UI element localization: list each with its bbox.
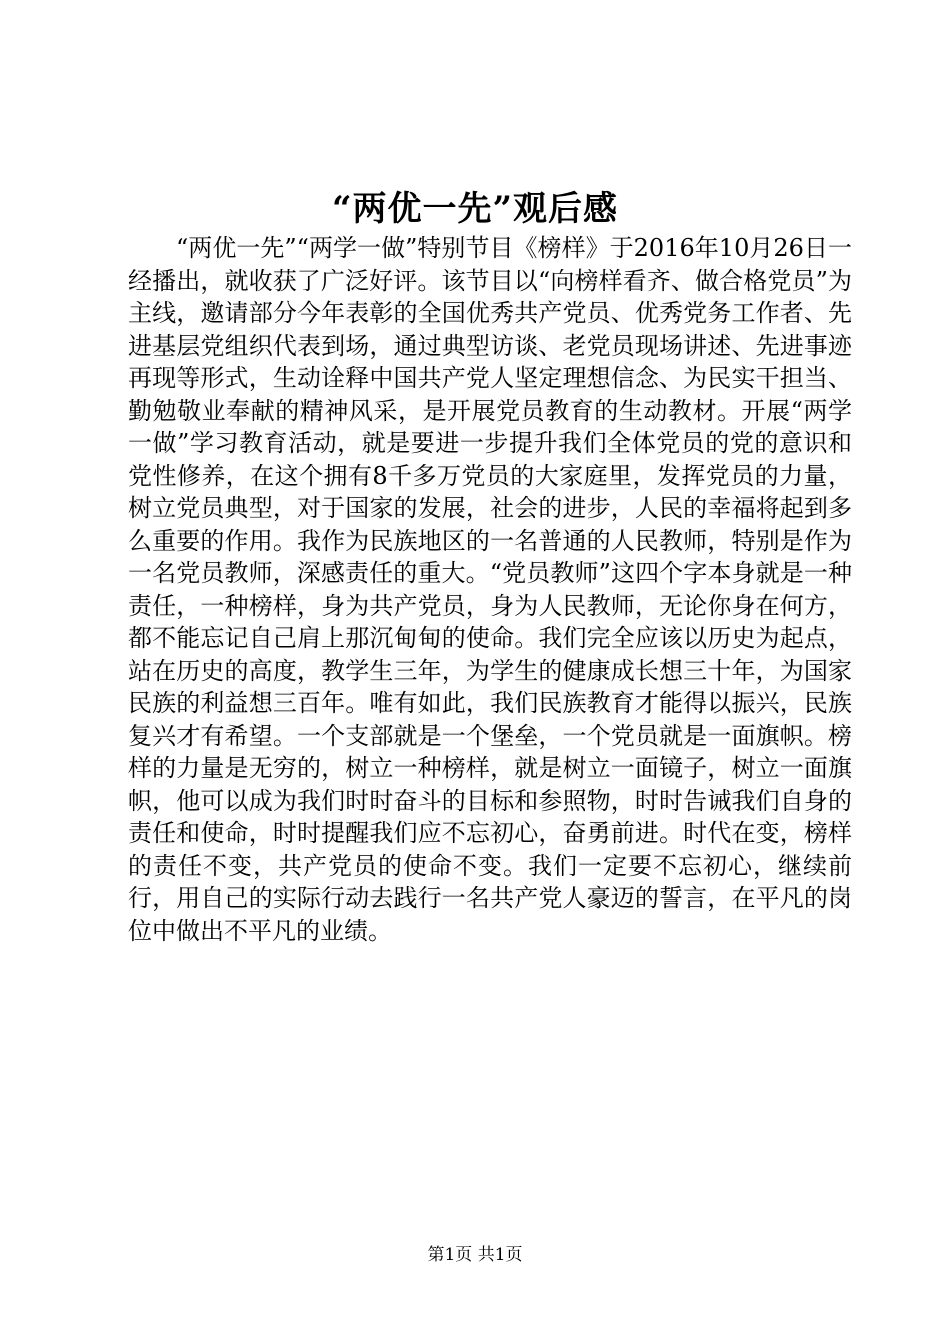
page-number-footer: 第1页 共1页 (427, 1245, 523, 1265)
page-title: “两优一先”观后感 (331, 189, 619, 229)
body-paragraph: “两优一先”“两学一做”特别节目《榜样》于2016年10月26日一经播出，就收获了广泛好评。该节目以“向榜样看齐、做合格党员”为主线，邀请部分今年表彰的全国优秀共产党员、优秀党务工作者、先进基层党组织代表到场，通过典型访谈、老党员现场讲述、先进事迹再现等形式，生动诠释中国共产党人坚定理想信念、为民实干担当、勤勉敬业奉献的精神风采，是开展党员教育的生动教材。开展“两学一做”学习教育活动，就是要进一步提升我们全体党员的党的意识和党性修养，在这个拥有8千多万党员的大家庭里，发挥党员的力量，树立党员典型，对于国家的发展，社会的进步，人民的幸福将起到多么重要的作用。我作为民族地区的一名普通的人民教师，特别是作为一名党员教师，深感责任的重大。“党员教师”这四个字本身就是一种责任，一种榜样，身为共产党员，身为人民教师，无论你身在何方，都不能忘记自己肩上那沉甸甸的使命。我们完全应该以历史为起点，站在历史的高度，教学生三年，为学生的健康成长想三十年，为国家民族的利益想三百年。唯有如此，我们民族教育才能得以振兴，民族复兴才有希望。一个支部就是一个堡垒，一个党员就是一面旗帜。榜样的力量是无穷的，树立一种榜样，就是树立一面镜子，树立一面旗帜，他可以成为我们时时奋斗的目标和参照物，时时告诫我们自身的责任和使命，时时提醒我们应不忘初心，奋勇前进。时代在变，榜样的责任不变，共产党员的使命不变。我们一定要不忘初心，继续前行，用自己的实际行动去践行一名共产党人豪迈的誓言，在平凡的岗位中做出不平凡的业绩。 (128, 234, 852, 945)
